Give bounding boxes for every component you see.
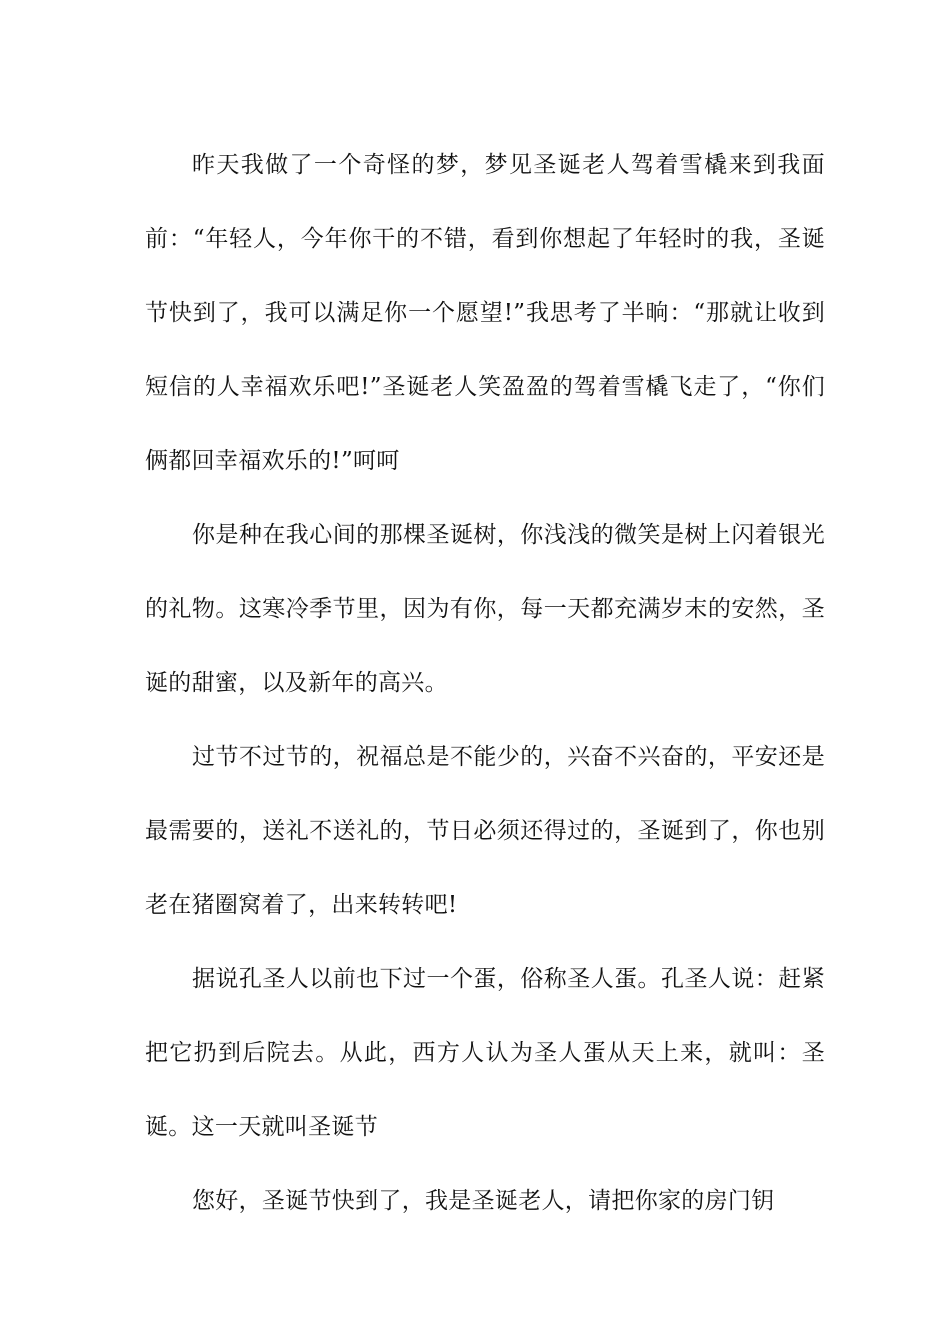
paragraph-dream: 昨天我做了一个奇怪的梦，梦见圣诞老人驾着雪橇来到我面前：“年轻人，今年你干的不错，看到你想起了年轻时的我，圣诞节快到了，我可以满足你一个愿望!”我思考了半晌：“那就让收到短信的人幸福欢乐吧!”圣诞老人笑盈盈的驾着雪橇飞走了，“你们俩都回幸福欢乐的!”呵呵 [145,152,825,474]
paragraph-christmas-tree: 你是种在我心间的那棵圣诞树，你浅浅的微笑是树上闪着银光的礼物。这寒冷季节里，因为有你，每一天都充满岁末的安然，圣诞的甜蜜，以及新年的高兴。 [145,522,825,696]
document-body [145,128,825,1238]
paragraph-confucius-egg: 据说孔圣人以前也下过一个蛋，俗称圣人蛋。孔圣人说：赶紧把它扔到后院去。从此，西方人认为圣人蛋从天上来，就叫：圣诞。这一天就叫圣诞节 [145,966,825,1140]
paragraph-santa-key: 您好，圣诞节快到了，我是圣诞老人，请把你家的房门钥 [192,1188,775,1214]
paragraph-blessing: 过节不过节的，祝福总是不能少的，兴奋不兴奋的，平安还是最需要的，送礼不送礼的，节日必须还得过的，圣诞到了，你也别老在猪圈窝着了，出来转转吧! [145,744,825,918]
